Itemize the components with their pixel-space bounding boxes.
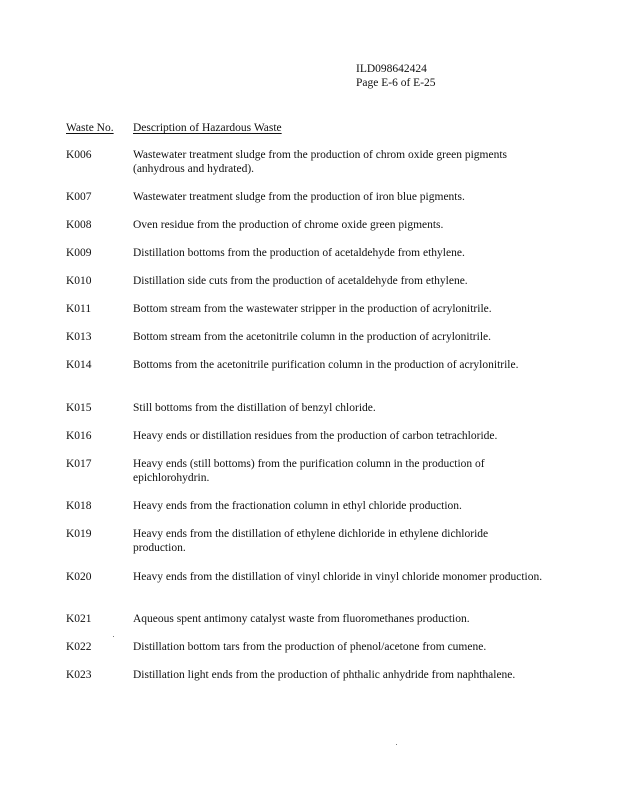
page-number: Page E-6 of E-25 [356, 77, 436, 89]
column-header-waste-no: Waste No. [66, 122, 114, 134]
waste-number: K019 [66, 528, 92, 540]
waste-number: K020 [66, 571, 92, 583]
waste-description: Heavy ends from the distillation of vinyl chloride in vinyl chloride monomer production. [133, 571, 543, 583]
waste-number: K010 [66, 275, 92, 287]
waste-description: Distillation side cuts from the production of acetaldehyde from ethylene. [133, 275, 468, 287]
waste-description: Wastewater treatment sludge from the production of chrom oxide green pigments (anhydrous and hydrated). [133, 149, 507, 175]
waste-number: K013 [66, 331, 92, 343]
scan-speck [396, 744, 397, 745]
waste-number: K014 [66, 359, 92, 371]
waste-description: Heavy ends from the distillation of ethylene dichloride in ethylene dichloride production. [133, 528, 489, 554]
waste-number: K007 [66, 191, 92, 203]
waste-description: Distillation bottom tars from the production of phenol/acetone from cumene. [133, 641, 487, 653]
waste-description: Oven residue from the production of chrome oxide green pigments. [133, 219, 444, 231]
waste-description: Heavy ends from the fractionation column in ethyl chloride production. [133, 500, 462, 512]
waste-description: Bottom stream from the wastewater stripper in the production of acrylonitrile. [133, 303, 492, 315]
waste-number: K023 [66, 669, 92, 681]
waste-description: Heavy ends or distillation residues from the production of carbon tetrachloride. [133, 430, 498, 442]
waste-number: K006 [66, 149, 92, 161]
waste-description: Distillation light ends from the production of phthalic anhydride from naphthalene. [133, 669, 516, 681]
waste-number: K016 [66, 430, 92, 442]
waste-description: Bottom stream from the acetonitrile column in the production of acrylonitrile. [133, 331, 491, 343]
waste-number: K015 [66, 402, 92, 414]
document-id: ILD098642424 [356, 63, 427, 75]
waste-description: Aqueous spent antimony catalyst waste from fluoromethanes production. [133, 613, 470, 625]
waste-number: K022 [66, 641, 92, 653]
waste-description: Wastewater treatment sludge from the production of iron blue pigments. [133, 191, 465, 203]
waste-number: K018 [66, 500, 92, 512]
waste-number: K021 [66, 613, 92, 625]
waste-description: Distillation bottoms from the production of acetaldehyde from ethylene. [133, 247, 465, 259]
waste-description: Bottoms from the acetonitrile purification column in the production of acrylonitrile. [133, 359, 519, 371]
waste-number: K009 [66, 247, 92, 259]
waste-description: Heavy ends (still bottoms) from the purification column in the production of epichlorohydrin. [133, 458, 485, 484]
column-header-description: Description of Hazardous Waste [133, 122, 282, 134]
waste-number: K017 [66, 458, 92, 470]
waste-number: K011 [66, 303, 92, 315]
scan-speck [113, 636, 114, 637]
page-header [356, 62, 556, 90]
waste-number: K008 [66, 219, 92, 231]
waste-description: Still bottoms from the distillation of benzyl chloride. [133, 402, 376, 414]
